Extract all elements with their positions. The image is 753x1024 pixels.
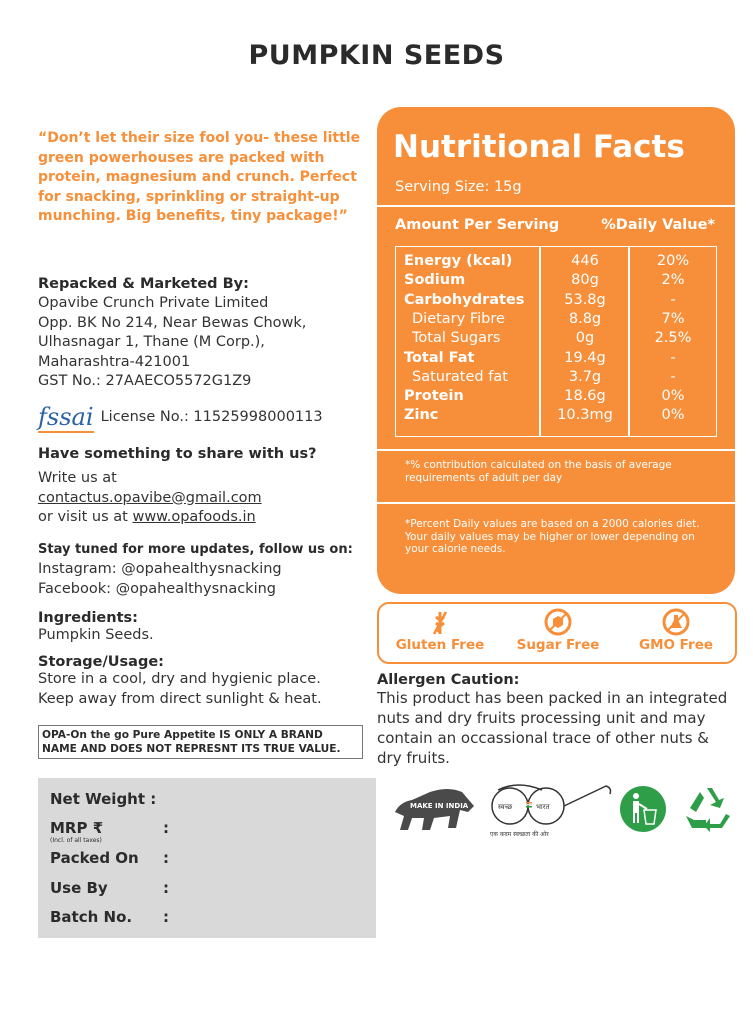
nutrient-daily-value: - bbox=[670, 368, 676, 385]
share-section bbox=[38, 446, 368, 528]
use-by-label: Use By : bbox=[50, 879, 169, 897]
nutrient-name: Protein bbox=[404, 388, 464, 405]
storage-line: Keep away from direct sunlight & heat. bbox=[38, 690, 322, 707]
social-heading: Stay tuned for more updates, follow us on: bbox=[38, 542, 353, 557]
svg-text:स्वच्छ: स्वच्छ bbox=[498, 803, 513, 811]
flask-crossed-icon bbox=[662, 608, 690, 636]
divider bbox=[377, 449, 735, 451]
storage-section bbox=[38, 654, 378, 709]
fssai-license: License No.: 11525998000113 bbox=[100, 409, 323, 425]
nutrient-amount: 3.7g bbox=[568, 368, 602, 385]
nutrient-name: Energy (kcal) bbox=[404, 253, 513, 269]
batch-no-label: Batch No. : bbox=[50, 908, 169, 926]
net-weight-label: Net Weight : bbox=[50, 790, 157, 808]
sugar-free-badge: Sugar Free bbox=[499, 608, 617, 653]
ingredients-section bbox=[38, 610, 154, 646]
svg-text:MAKE IN INDIA: MAKE IN INDIA bbox=[410, 802, 469, 810]
visit-text: or visit us at bbox=[38, 509, 133, 525]
nutrient-name: Carbohydrates bbox=[404, 291, 525, 308]
recycle-icon bbox=[682, 786, 732, 836]
nutrient-amount: 18.6g bbox=[564, 388, 606, 405]
gluten-free-badge: Gluten Free bbox=[381, 608, 499, 653]
nutrient-name: Zinc bbox=[404, 407, 439, 424]
nutrition-facts-panel bbox=[377, 107, 735, 594]
nutrient-name: Total Sugars bbox=[412, 330, 501, 347]
nutrient-row bbox=[396, 407, 716, 426]
packed-on-label: Packed On : bbox=[50, 849, 169, 867]
nutrient-name: Sodium bbox=[404, 272, 466, 289]
nutrient-row bbox=[396, 292, 716, 311]
sugar-cube-crossed-icon bbox=[544, 608, 572, 636]
nutrient-row bbox=[396, 272, 716, 291]
mrp-note: (Incl. of all taxes) bbox=[50, 837, 102, 844]
svg-text:भारत: भारत bbox=[536, 803, 550, 811]
batch-info-box bbox=[38, 778, 376, 938]
social-section bbox=[38, 542, 378, 599]
nutrient-name: Dietary Fibre bbox=[412, 310, 505, 327]
dispose-in-bin-icon bbox=[620, 786, 666, 836]
nutrient-daily-value: - bbox=[670, 349, 676, 366]
nutrient-daily-value: 0% bbox=[661, 388, 685, 405]
nutrient-amount: 53.8g bbox=[564, 291, 606, 308]
marketer-line: Maharashtra-421001 bbox=[38, 353, 191, 370]
ingredients-text: Pumpkin Seeds. bbox=[38, 627, 154, 643]
nutrient-daily-value: - bbox=[670, 291, 676, 308]
marketer-heading: Repacked & Marketed By: bbox=[38, 276, 249, 292]
allergen-text: This product has been packed in an integrated nuts and dry fruits processing unit and may contain an occassional trace of other nuts & dry fruits. bbox=[377, 689, 728, 767]
marketer-line: Opp. BK No 214, Near Bewas Chowk, bbox=[38, 314, 307, 331]
nutrient-amount: 10.3mg bbox=[557, 407, 613, 424]
footnote-contribution: *% contribution calculated on the basis of average requirements of adult per day bbox=[405, 459, 672, 484]
nutrient-amount: 446 bbox=[571, 253, 599, 269]
footnote-daily-values: *Percent Daily values are based on a 2000 calories diet. Your daily values may be higher or lower depending on your calorie needs. bbox=[405, 518, 700, 555]
instagram-handle: Instagram: @opahealthysnacking bbox=[38, 561, 282, 577]
gmo-free-badge: GMO Free bbox=[617, 608, 735, 653]
write-us-text: Write us at bbox=[38, 470, 117, 486]
nutrient-row bbox=[396, 388, 716, 407]
fssai-row bbox=[38, 403, 323, 431]
product-title: PUMPKIN SEEDS bbox=[248, 40, 505, 71]
website-link[interactable]: www.opafoods.in bbox=[132, 509, 256, 525]
serving-size: Serving Size: 15g bbox=[395, 179, 522, 195]
email-link[interactable]: contactus.opavibe@gmail.com bbox=[38, 489, 262, 506]
gst-number: GST No.: 27AAECO5572G1Z9 bbox=[38, 373, 252, 389]
amount-per-serving-header: Amount Per Serving bbox=[395, 217, 560, 233]
nutrient-amount: 80g bbox=[571, 272, 599, 289]
nutrient-daily-value: 7% bbox=[661, 310, 685, 327]
nutrient-name: Total Fat bbox=[404, 349, 475, 366]
fssai-logo: fssai bbox=[38, 403, 94, 431]
nutrient-name: Saturated fat bbox=[412, 368, 508, 385]
mrp-label: MRP ₹ : bbox=[50, 819, 169, 837]
make-in-india-logo bbox=[390, 784, 480, 834]
product-tagline: “Don’t let their size fool you- these little green powerhouses are packed with protein, magnesium and crunch. Perfect for snacking, sprinkling or straight-up munching. Big benefits, tiny package!” bbox=[38, 130, 361, 224]
storage-heading: Storage/Usage: bbox=[38, 654, 164, 670]
nutrient-daily-value: 2% bbox=[661, 272, 685, 289]
nutrient-row bbox=[396, 350, 716, 369]
brand-disclaimer: OPA-On the go Pure Appetite IS ONLY A BRAND NAME AND DOES NOT REPRESNT ITS TRUE VALUE. bbox=[38, 725, 363, 759]
allergen-heading: Allergen Caution: bbox=[377, 672, 520, 688]
share-heading: Have something to share with us? bbox=[38, 446, 317, 462]
ingredients-heading: Ingredients: bbox=[38, 610, 138, 626]
nutrient-amount: 0g bbox=[575, 330, 595, 347]
wheat-crossed-icon bbox=[426, 608, 454, 636]
nutrient-row bbox=[396, 369, 716, 388]
storage-line: Store in a cool, dry and hygienic place. bbox=[38, 671, 321, 687]
allergen-section bbox=[377, 672, 737, 768]
divider bbox=[377, 205, 735, 207]
nutrient-daily-value: 0% bbox=[661, 407, 685, 424]
nutrient-row bbox=[396, 311, 716, 330]
nutrition-title: Nutritional Facts bbox=[393, 129, 685, 165]
swachh-bharat-logo bbox=[488, 782, 613, 840]
nutrient-daily-value: 2.5% bbox=[654, 330, 692, 347]
nutrient-daily-value: 20% bbox=[656, 253, 690, 269]
free-from-badges bbox=[377, 602, 737, 664]
divider bbox=[377, 502, 735, 504]
marketer-line: Opavibe Crunch Private Limited bbox=[38, 295, 269, 311]
nutrient-amount: 19.4g bbox=[564, 349, 606, 366]
nutrient-amount: 8.8g bbox=[568, 310, 602, 327]
nutrient-row bbox=[396, 330, 716, 349]
svg-text:एक कदम स्वच्छता की ओर: एक कदम स्वच्छता की ओर bbox=[490, 831, 549, 838]
facebook-handle: Facebook: @opahealthysnacking bbox=[38, 580, 276, 597]
marketer-section bbox=[38, 276, 368, 392]
nutrient-row bbox=[396, 253, 716, 272]
marketer-line: Ulhasnagar 1, Thane (M Corp.), bbox=[38, 334, 265, 350]
nutrition-table bbox=[395, 246, 717, 437]
daily-value-header: %Daily Value* bbox=[601, 217, 715, 233]
